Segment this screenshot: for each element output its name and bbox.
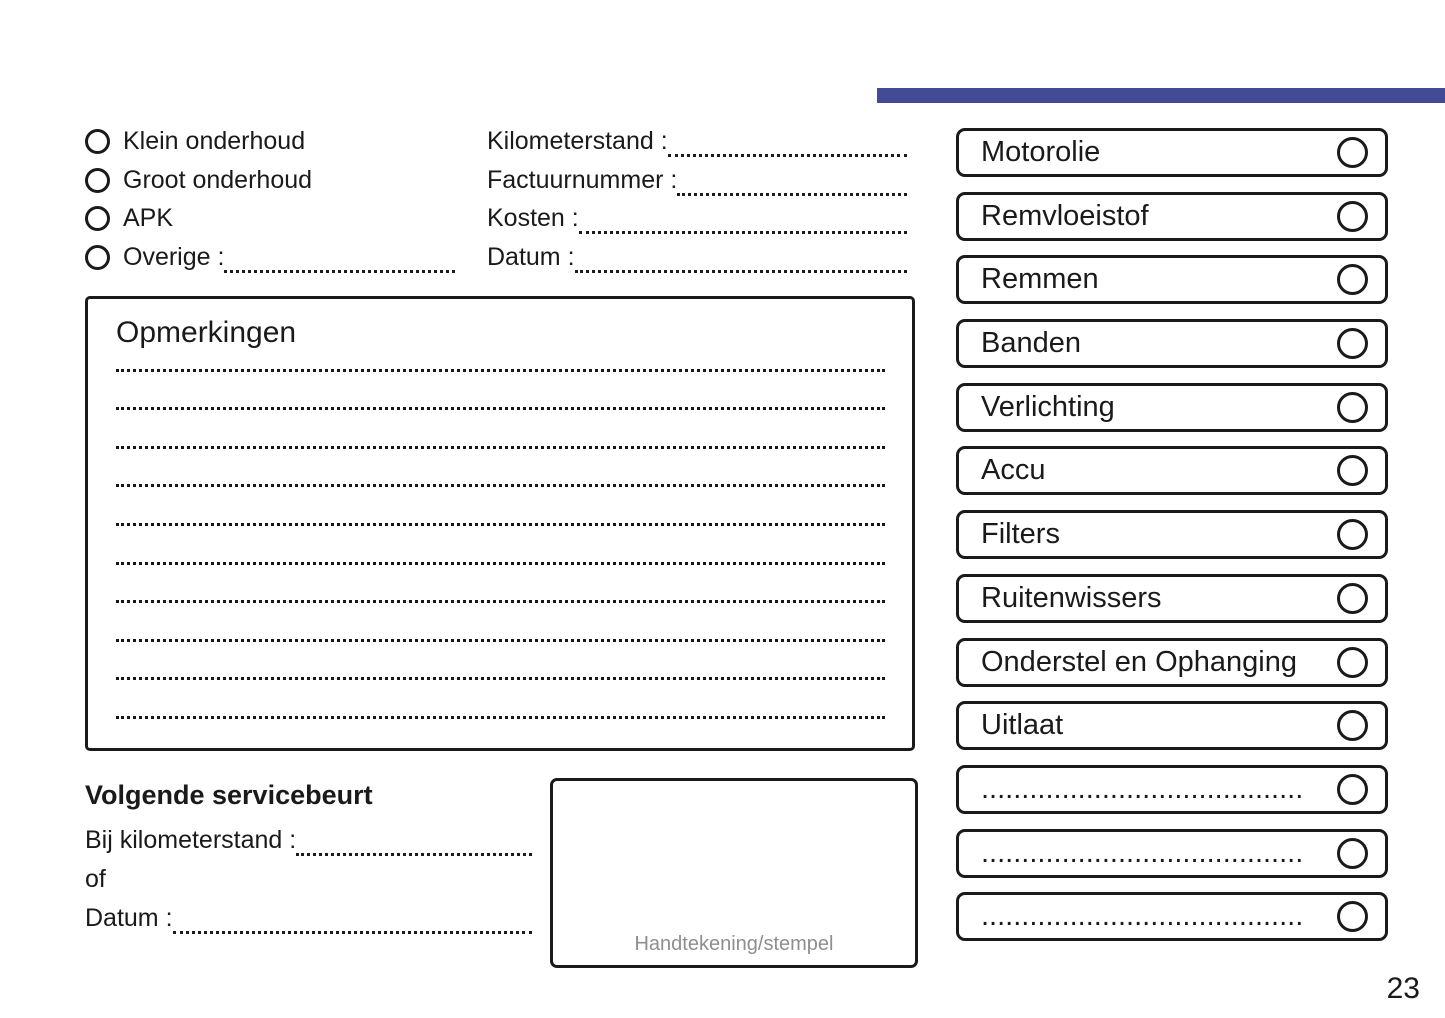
check-circle-icon[interactable] bbox=[1337, 392, 1368, 423]
checklist-item bbox=[956, 255, 1388, 304]
checklist-item bbox=[956, 574, 1388, 623]
overige-write-in-line[interactable] bbox=[224, 242, 455, 273]
service-type-group bbox=[85, 122, 455, 277]
accent-bar bbox=[877, 88, 1445, 103]
remarks-lines bbox=[116, 333, 885, 719]
detail-field-row bbox=[487, 238, 907, 277]
service-type-option bbox=[85, 238, 455, 277]
checklist-item-label: Filters bbox=[981, 518, 1060, 551]
detail-field-label: Factuurnummer : bbox=[487, 165, 678, 194]
remarks-write-in-line[interactable] bbox=[116, 449, 885, 488]
next-service-field-label: of bbox=[85, 865, 106, 893]
checklist-item-label: Ruitenwissers bbox=[981, 581, 1162, 614]
next-service-field-label: Bij kilometerstand : bbox=[85, 826, 297, 854]
checklist-item bbox=[956, 638, 1388, 687]
checklist-item bbox=[956, 128, 1388, 177]
checklist-item bbox=[956, 446, 1388, 495]
service-type-option-label: Klein onderhoud bbox=[123, 126, 306, 155]
radio-button-icon[interactable] bbox=[85, 129, 110, 154]
check-circle-icon[interactable] bbox=[1337, 647, 1368, 678]
radio-button-icon[interactable] bbox=[85, 245, 110, 270]
checklist-item-label: Onderstel en Ophanging bbox=[981, 645, 1297, 678]
checklist-item bbox=[956, 829, 1388, 878]
service-type-option bbox=[85, 200, 455, 239]
detail-write-in-line[interactable] bbox=[579, 203, 907, 234]
check-circle-icon[interactable] bbox=[1337, 519, 1368, 550]
next-service-title: Volgende servicebeurt bbox=[85, 780, 373, 810]
checklist-item-label: Remvloeistof bbox=[981, 199, 1149, 232]
check-circle-icon[interactable] bbox=[1337, 264, 1368, 295]
detail-write-in-line[interactable] bbox=[668, 126, 907, 157]
next-service-field-label: Datum : bbox=[85, 904, 173, 932]
next-service-write-in-line[interactable] bbox=[296, 825, 532, 856]
check-circle-icon[interactable] bbox=[1337, 455, 1368, 486]
detail-field-row bbox=[487, 161, 907, 200]
checklist-item-label: ........................................ bbox=[981, 772, 1304, 805]
detail-field-label: Kosten : bbox=[487, 204, 579, 233]
next-service-fields bbox=[85, 821, 532, 938]
remarks-write-in-line[interactable] bbox=[116, 487, 885, 526]
next-service-section bbox=[85, 779, 532, 938]
checklist-item bbox=[956, 765, 1388, 814]
checklist-item-label: Accu bbox=[981, 454, 1046, 487]
remarks-write-in-line[interactable] bbox=[116, 372, 885, 411]
check-circle-icon[interactable] bbox=[1337, 838, 1368, 869]
service-type-option-label: Groot onderhoud bbox=[123, 165, 313, 194]
detail-field-label: Datum : bbox=[487, 243, 575, 272]
checklist-item-label: ........................................ bbox=[981, 836, 1304, 869]
detail-field-row bbox=[487, 200, 907, 239]
checklist-item-label: Verlichting bbox=[981, 390, 1115, 423]
service-details-group bbox=[487, 122, 907, 277]
check-circle-icon[interactable] bbox=[1337, 137, 1368, 168]
next-service-field-row bbox=[85, 860, 532, 899]
checklist-item-label: Remmen bbox=[981, 263, 1099, 296]
check-circle-icon[interactable] bbox=[1337, 583, 1368, 614]
checklist-item bbox=[956, 383, 1388, 432]
checklist-item-label: ........................................ bbox=[981, 900, 1304, 933]
remarks-box bbox=[85, 296, 915, 751]
inspection-checklist bbox=[956, 128, 1388, 941]
checklist-item bbox=[956, 701, 1388, 750]
radio-button-icon[interactable] bbox=[85, 206, 110, 231]
next-service-field-row bbox=[85, 899, 532, 938]
remarks-write-in-line[interactable] bbox=[116, 526, 885, 565]
remarks-write-in-line[interactable] bbox=[116, 333, 885, 372]
remarks-write-in-line[interactable] bbox=[116, 680, 885, 719]
remarks-write-in-line[interactable] bbox=[116, 410, 885, 449]
check-circle-icon[interactable] bbox=[1337, 201, 1368, 232]
service-type-option-label: Overige : bbox=[123, 243, 225, 272]
check-circle-icon[interactable] bbox=[1337, 774, 1368, 805]
checklist-item bbox=[956, 510, 1388, 559]
remarks-write-in-line[interactable] bbox=[116, 565, 885, 604]
checklist-item bbox=[956, 319, 1388, 368]
check-circle-icon[interactable] bbox=[1337, 901, 1368, 932]
check-circle-icon[interactable] bbox=[1337, 328, 1368, 359]
detail-write-in-line[interactable] bbox=[575, 242, 907, 273]
checklist-item bbox=[956, 192, 1388, 241]
remarks-title: Opmerkingen bbox=[116, 316, 297, 349]
check-circle-icon[interactable] bbox=[1337, 710, 1368, 741]
service-type-option bbox=[85, 161, 455, 200]
checklist-item-label: Uitlaat bbox=[981, 709, 1064, 742]
service-type-option bbox=[85, 122, 455, 161]
checklist-item-label: Banden bbox=[981, 327, 1081, 360]
remarks-write-in-line[interactable] bbox=[116, 603, 885, 642]
detail-field-row bbox=[487, 122, 907, 161]
next-service-field-row bbox=[85, 821, 532, 860]
signature-stamp-box[interactable] bbox=[550, 778, 918, 968]
detail-field-label: Kilometerstand : bbox=[487, 126, 668, 155]
service-type-option-label: APK bbox=[123, 204, 174, 233]
next-service-write-in-line[interactable] bbox=[173, 903, 532, 934]
remarks-write-in-line[interactable] bbox=[116, 642, 885, 681]
checklist-item-label: Motorolie bbox=[981, 136, 1101, 168]
detail-write-in-line[interactable] bbox=[677, 165, 907, 196]
page-number: 23 bbox=[1386, 972, 1420, 1005]
checklist-item bbox=[956, 892, 1388, 941]
signature-stamp-label: Handtekening/stempel bbox=[634, 933, 834, 955]
radio-button-icon[interactable] bbox=[85, 168, 110, 193]
